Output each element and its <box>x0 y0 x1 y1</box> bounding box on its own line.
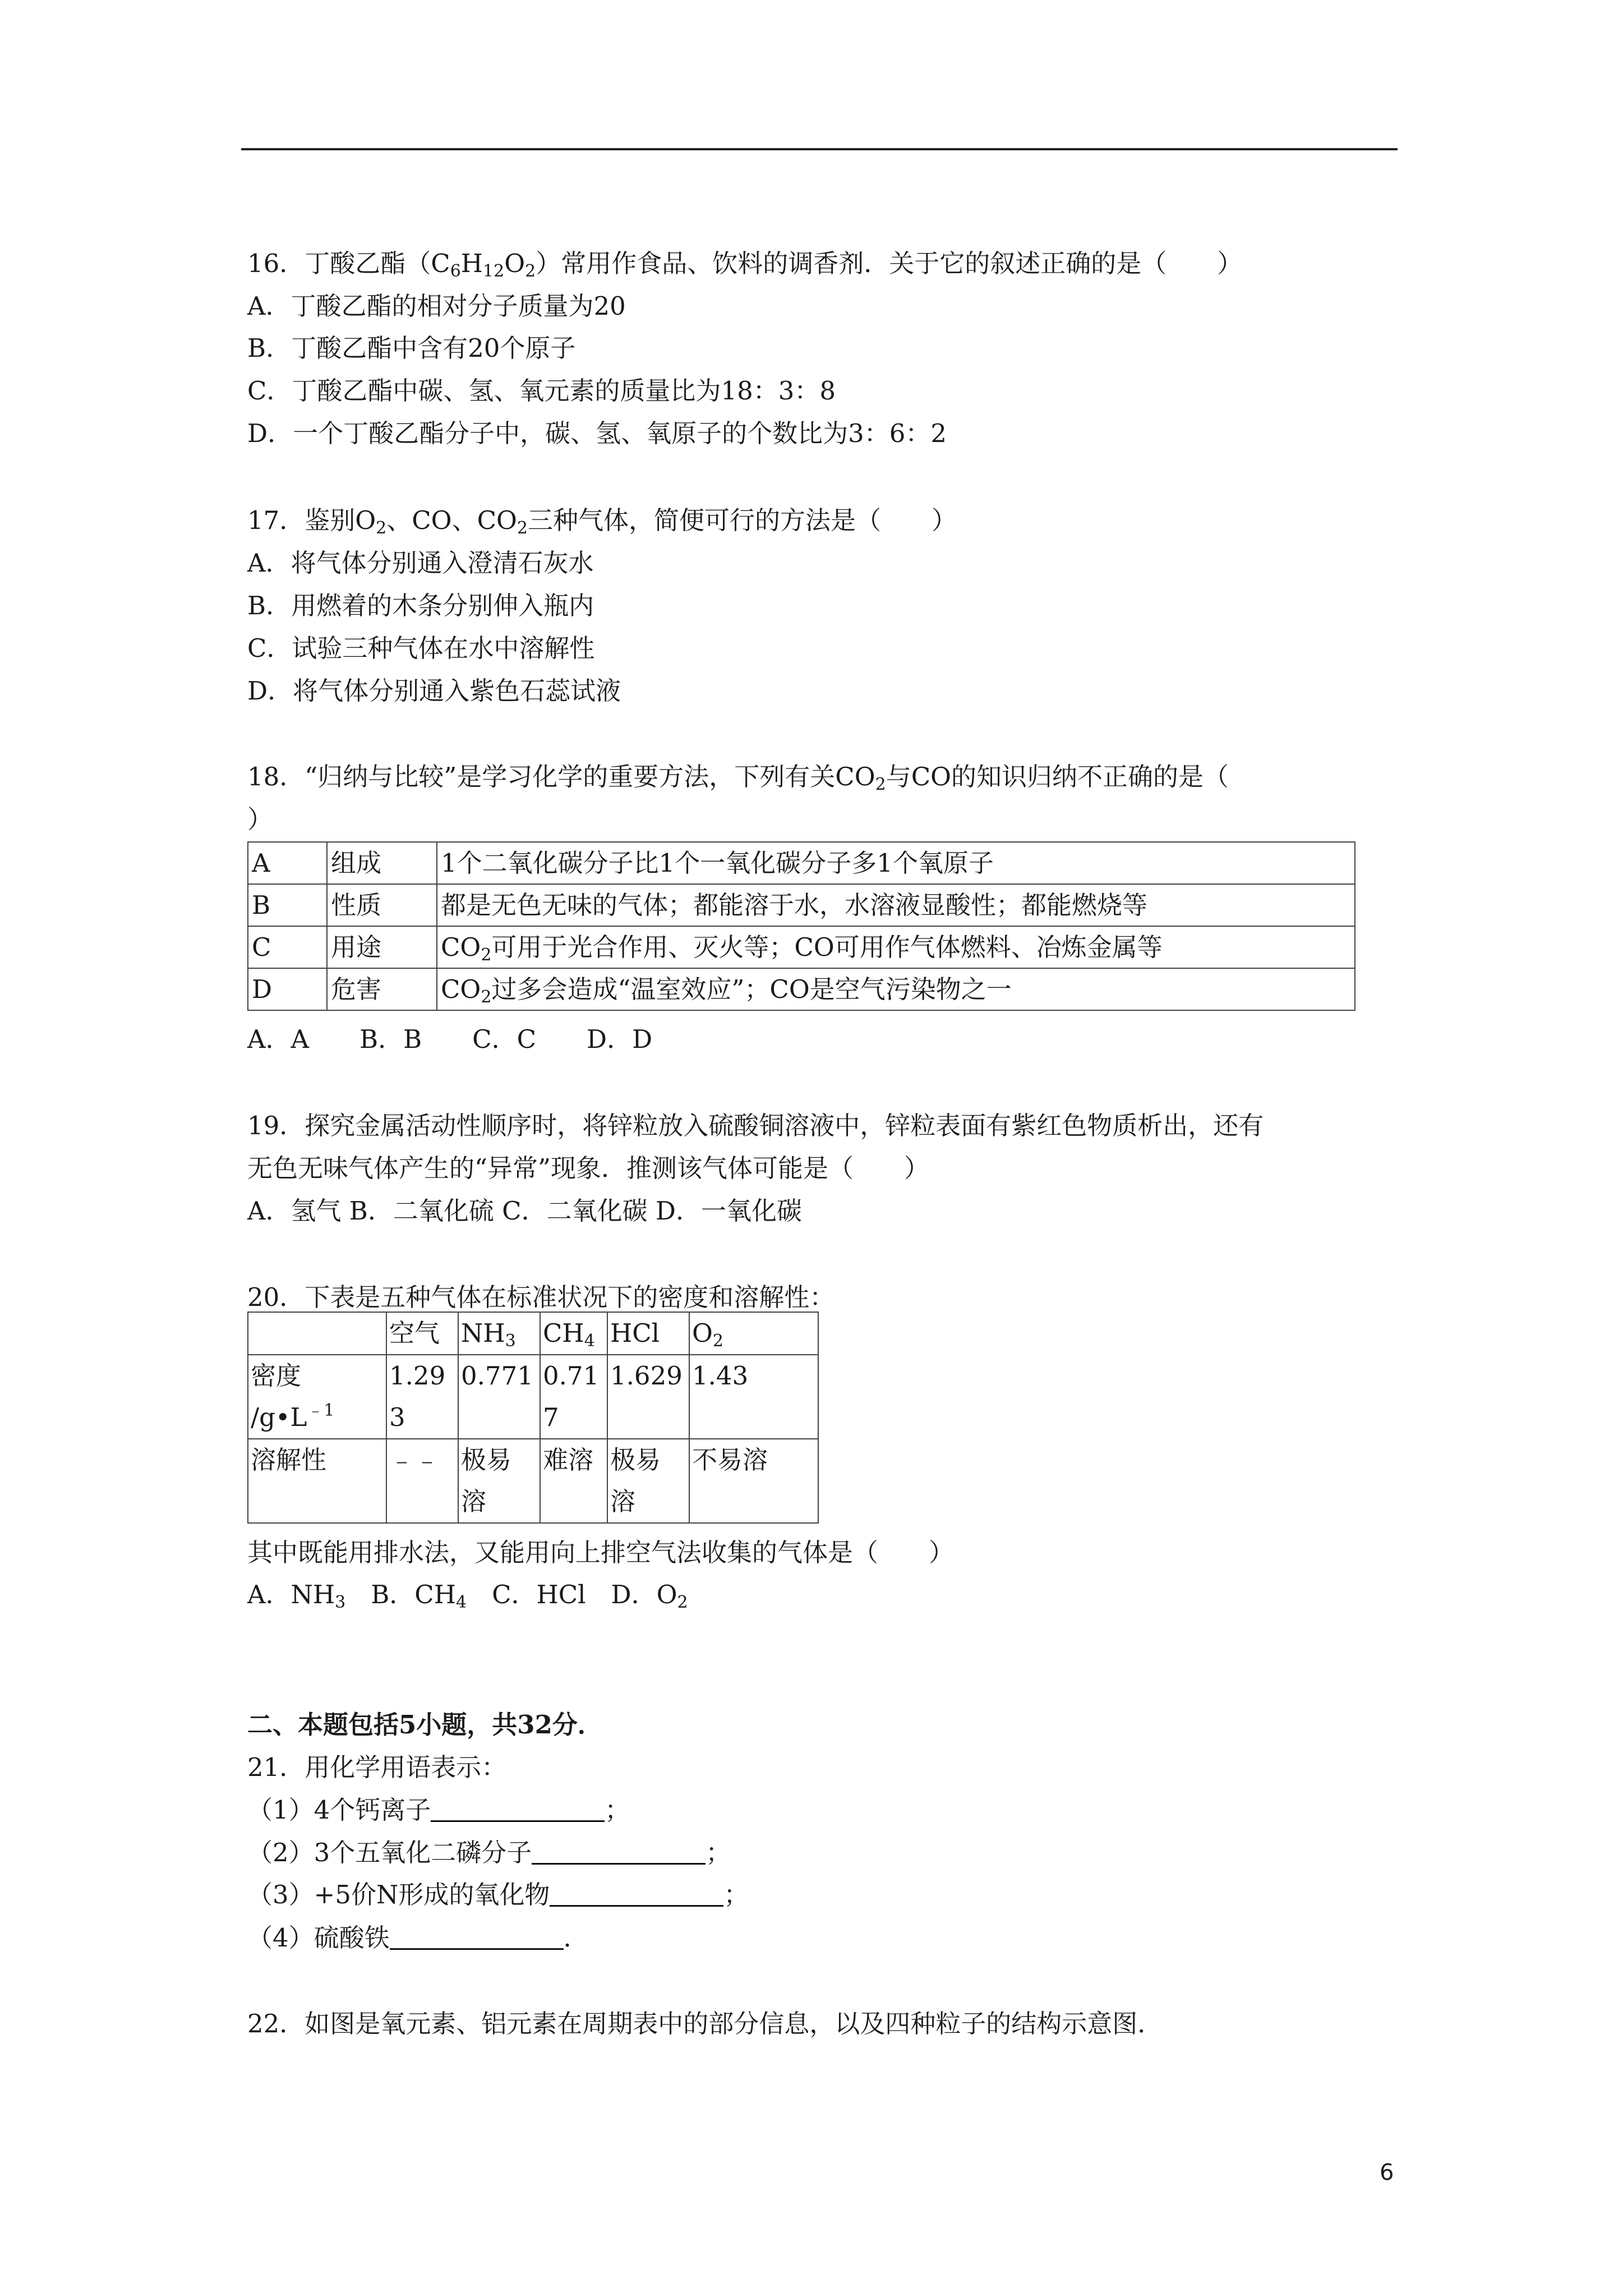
q17-option-a: A．将气体分别通入澄清石灰水 <box>247 548 594 578</box>
q18-row-letter: B <box>248 884 327 926</box>
q20-header-o2: $O_2$ <box>689 1312 818 1355</box>
q20-density-air: 1.29 3 <box>386 1355 458 1439</box>
q21-item-3: （3）+5价N形成的氧化物 ； <box>247 1880 749 1910</box>
q20-density-hcl: 1.629 <box>607 1355 689 1439</box>
q18-row-content: 1个二氧化碳分子比1个一氧化碳分子多1个氧原子 <box>437 842 1355 884</box>
table-row <box>248 884 1355 926</box>
q18-row-content: $CO_2$过多会造成“温室效应”；CO是空气污染物之一 <box>437 968 1355 1010</box>
q20-stem: 20．下表是五种气体在标准状况下的密度和溶解性： <box>247 1282 835 1312</box>
answer-blank[interactable] <box>532 1841 706 1865</box>
q20-answers: A．$NH_3$ B．$CH_4$ C．HCl D．$O_2$ <box>247 1580 688 1612</box>
answer-blank[interactable] <box>390 1926 564 1950</box>
q20-solubility-ch4: 难溶 <box>540 1439 607 1523</box>
q16-option-a: A．丁酸乙酯的相对分子质量为20 <box>247 291 626 321</box>
q18-answers: A．A B．B C．C D．D <box>247 1024 653 1054</box>
q20-solubility-air: ﹣﹣ <box>386 1439 458 1523</box>
q20-table <box>247 1312 819 1524</box>
q20-question: 其中既能用排水法，又能用向上排空气法收集的气体是（ ） <box>247 1538 955 1567</box>
q20-header-hcl: HCl <box>607 1312 689 1355</box>
q20-solubility-o2: 不易溶 <box>689 1439 818 1523</box>
q17-option-b: B．用燃着的木条分别伸入瓶内 <box>247 591 594 620</box>
answer-blank[interactable] <box>431 1798 605 1822</box>
q16-option-b: B．丁酸乙酯中含有20个原子 <box>247 333 576 363</box>
header-rule <box>241 148 1398 150</box>
q16-option-c: C．丁酸乙酯中碳、氢、氧元素的质量比为18：3：8 <box>247 376 836 406</box>
q19-answers: A．氢气 B．二氧化硫 C．二氧化碳 D．一氧化碳 <box>247 1196 802 1226</box>
q18-row-letter: A <box>248 842 327 884</box>
q20-header-air: 空气 <box>386 1312 458 1355</box>
table-row <box>248 968 1355 1010</box>
table-row <box>248 1439 818 1523</box>
table-row <box>248 1312 818 1355</box>
q20-solubility-label: 溶解性 <box>248 1439 386 1523</box>
q20-header-nh3: $NH_3$ <box>458 1312 540 1355</box>
q20-solubility-nh3: 极易 溶 <box>458 1439 540 1523</box>
q18-row-content: 都是无色无味的气体；都能溶于水，水溶液显酸性；都能燃烧等 <box>437 884 1355 926</box>
q20-header-empty <box>248 1312 386 1355</box>
q16-option-d: D．一个丁酸乙酯分子中，碳、氢、氧原子的个数比为3：6：2 <box>247 418 947 448</box>
q17-option-c: C．试验三种气体在水中溶解性 <box>247 633 595 663</box>
q19-stem-line2: 无色无味气体产生的“异常”现象．推测该气体可能是（ ） <box>247 1153 930 1183</box>
q20-solubility-hcl: 极易 溶 <box>607 1439 689 1523</box>
q18-row-letter: C <box>248 926 327 968</box>
table-row <box>248 926 1355 968</box>
q18-stem-line2: ） <box>247 804 273 834</box>
q18-row-label: 性质 <box>327 884 437 926</box>
q19-stem-line1: 19．探究金属活动性顺序时，将锌粒放入硫酸铜溶液中，锌粒表面有紫红色物质析出，还有 <box>247 1111 1264 1140</box>
q17-stem: 17．鉴别$O_2$、CO、$CO_2$三种气体，简便可行的方法是（ ） <box>247 505 957 538</box>
q18-stem: 18．“归纳与比较”是学习化学的重要方法，下列有关$CO_2$与CO的知识归纳不正确的是（ <box>247 762 1229 794</box>
section-title: 二、本题包括5小题，共32分． <box>247 1710 603 1740</box>
q20-density-o2: 1.43 <box>689 1355 818 1439</box>
answer-blank[interactable] <box>550 1883 723 1907</box>
q18-row-label: 用途 <box>327 926 437 968</box>
q20-density-nh3: 0.771 <box>458 1355 540 1439</box>
q21-item-2: （2）3个五氧化二磷分子 ； <box>247 1838 731 1867</box>
q20-density-label: 密度 $/g•L^{﹣1}$ <box>248 1355 386 1439</box>
q18-row-label: 组成 <box>327 842 437 884</box>
q21-stem: 21．用化学用语表示： <box>247 1752 507 1782</box>
q18-row-label: 危害 <box>327 968 437 1010</box>
page-number: 6 <box>1380 2160 1394 2185</box>
q20-density-ch4: 0.71 7 <box>540 1355 607 1439</box>
q16-stem: 16．丁酸乙酯$(C_6H_{12}O_2)$常用作食品、饮料的调香剂．关于它的叙述正确的是（ ） <box>247 249 1243 281</box>
q18-row-content: $CO_2$可用于光合作用、灭火等；CO可用作气体燃料、冶炼金属等 <box>437 926 1355 968</box>
q22-stem: 22．如图是氧元素、铝元素在周期表中的部分信息，以及四种粒子的结构示意图． <box>247 2009 1163 2039</box>
q17-option-d: D．将气体分别通入紫色石蕊试液 <box>247 676 621 706</box>
q21-item-1: （1）4个钙离子 ； <box>247 1795 630 1825</box>
table-row <box>248 1355 818 1439</box>
q20-header-ch4: $CH_4$ <box>540 1312 607 1355</box>
q21-item-4: （4）硫酸铁 ． <box>247 1923 589 1953</box>
table-row <box>248 842 1355 884</box>
q18-table <box>247 841 1355 1011</box>
q18-row-letter: D <box>248 968 327 1010</box>
